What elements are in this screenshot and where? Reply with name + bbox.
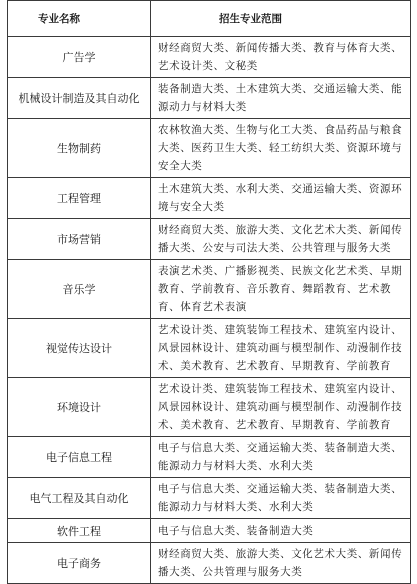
table-header-row	[8, 1, 411, 37]
major-name-cell: 软件工程	[8, 519, 151, 543]
enrollment-scope-cell: 电子与信息大类、交通运输大类、装备制造大类、能源动力与材料大类、水利大类	[151, 437, 411, 478]
table-row	[8, 543, 411, 584]
table-row	[8, 378, 411, 437]
major-name-cell: 工程管理	[8, 178, 151, 219]
enrollment-scope-cell: 财经商贸大类、旅游大类、文化艺术大类、新闻传播大类、公共管理与服务大类	[151, 543, 411, 584]
enrollment-scope-cell: 土木建筑大类、水利大类、交通运输大类、资源环境与安全大类	[151, 178, 411, 219]
enrollment-scope-cell: 财经商贸大类、旅游大类、文化艺术大类、新闻传播大类、公安与司法大类、公共管理与服务大类	[151, 219, 411, 260]
table-row	[8, 519, 411, 543]
major-name-cell: 机械设计制造及其自动化	[8, 78, 151, 119]
table-row	[8, 437, 411, 478]
majors-table	[7, 0, 411, 584]
enrollment-scope-cell: 艺术设计类、建筑装饰工程技术、建筑室内设计、风景园林设计、建筑动画与模型制作、动漫制作技术、美术教育、艺术教育、早期教育、学前教育	[151, 319, 411, 378]
table-row	[8, 219, 411, 260]
enrollment-scope-cell: 艺术设计类、建筑装饰工程技术、建筑室内设计、风景园林设计、建筑动画与模型制作、动漫制作技术、美术教育、艺术教育、早期教育、学前教育	[151, 378, 411, 437]
major-name-cell: 音乐学	[8, 260, 151, 319]
majors-table-container	[7, 0, 410, 584]
enrollment-scope-cell: 农林牧渔大类、生物与化工大类、食品药品与粮食大类、医药卫生大类、轻工纺织大类、资源环境与安全大类	[151, 119, 411, 178]
table-row	[8, 319, 411, 378]
major-name-cell: 电子信息工程	[8, 437, 151, 478]
table-row	[8, 37, 411, 78]
enrollment-scope-cell: 装备制造大类、土木建筑大类、交通运输大类、能源动力与材料大类	[151, 78, 411, 119]
enrollment-scope-cell: 电子与信息大类、交通运输大类、装备制造大类、能源动力与材料大类、水利大类	[151, 478, 411, 519]
table-row	[8, 119, 411, 178]
enrollment-scope-cell: 财经商贸大类、新闻传播大类、教育与体育大类、艺术设计类、文秘类	[151, 37, 411, 78]
major-name-cell: 视觉传达设计	[8, 319, 151, 378]
enrollment-scope-cell: 电子与信息大类、装备制造大类	[151, 519, 411, 543]
major-name-cell: 电子商务	[8, 543, 151, 584]
major-name-cell: 电气工程及其自动化	[8, 478, 151, 519]
major-name-cell: 市场营销	[8, 219, 151, 260]
enrollment-scope-cell: 表演艺术类、广播影视类、民族文化艺术类、早期教育、学前教育、音乐教育、舞蹈教育、艺术教育、体育艺术表演	[151, 260, 411, 319]
table-row	[8, 478, 411, 519]
major-name-cell: 生物制药	[8, 119, 151, 178]
table-row	[8, 260, 411, 319]
major-name-cell: 广告学	[8, 37, 151, 78]
header-enrollment-scope: 招生专业范围	[151, 1, 411, 37]
table-row	[8, 178, 411, 219]
table-row	[8, 78, 411, 119]
header-major-name: 专业名称	[8, 1, 151, 37]
major-name-cell: 环境设计	[8, 378, 151, 437]
